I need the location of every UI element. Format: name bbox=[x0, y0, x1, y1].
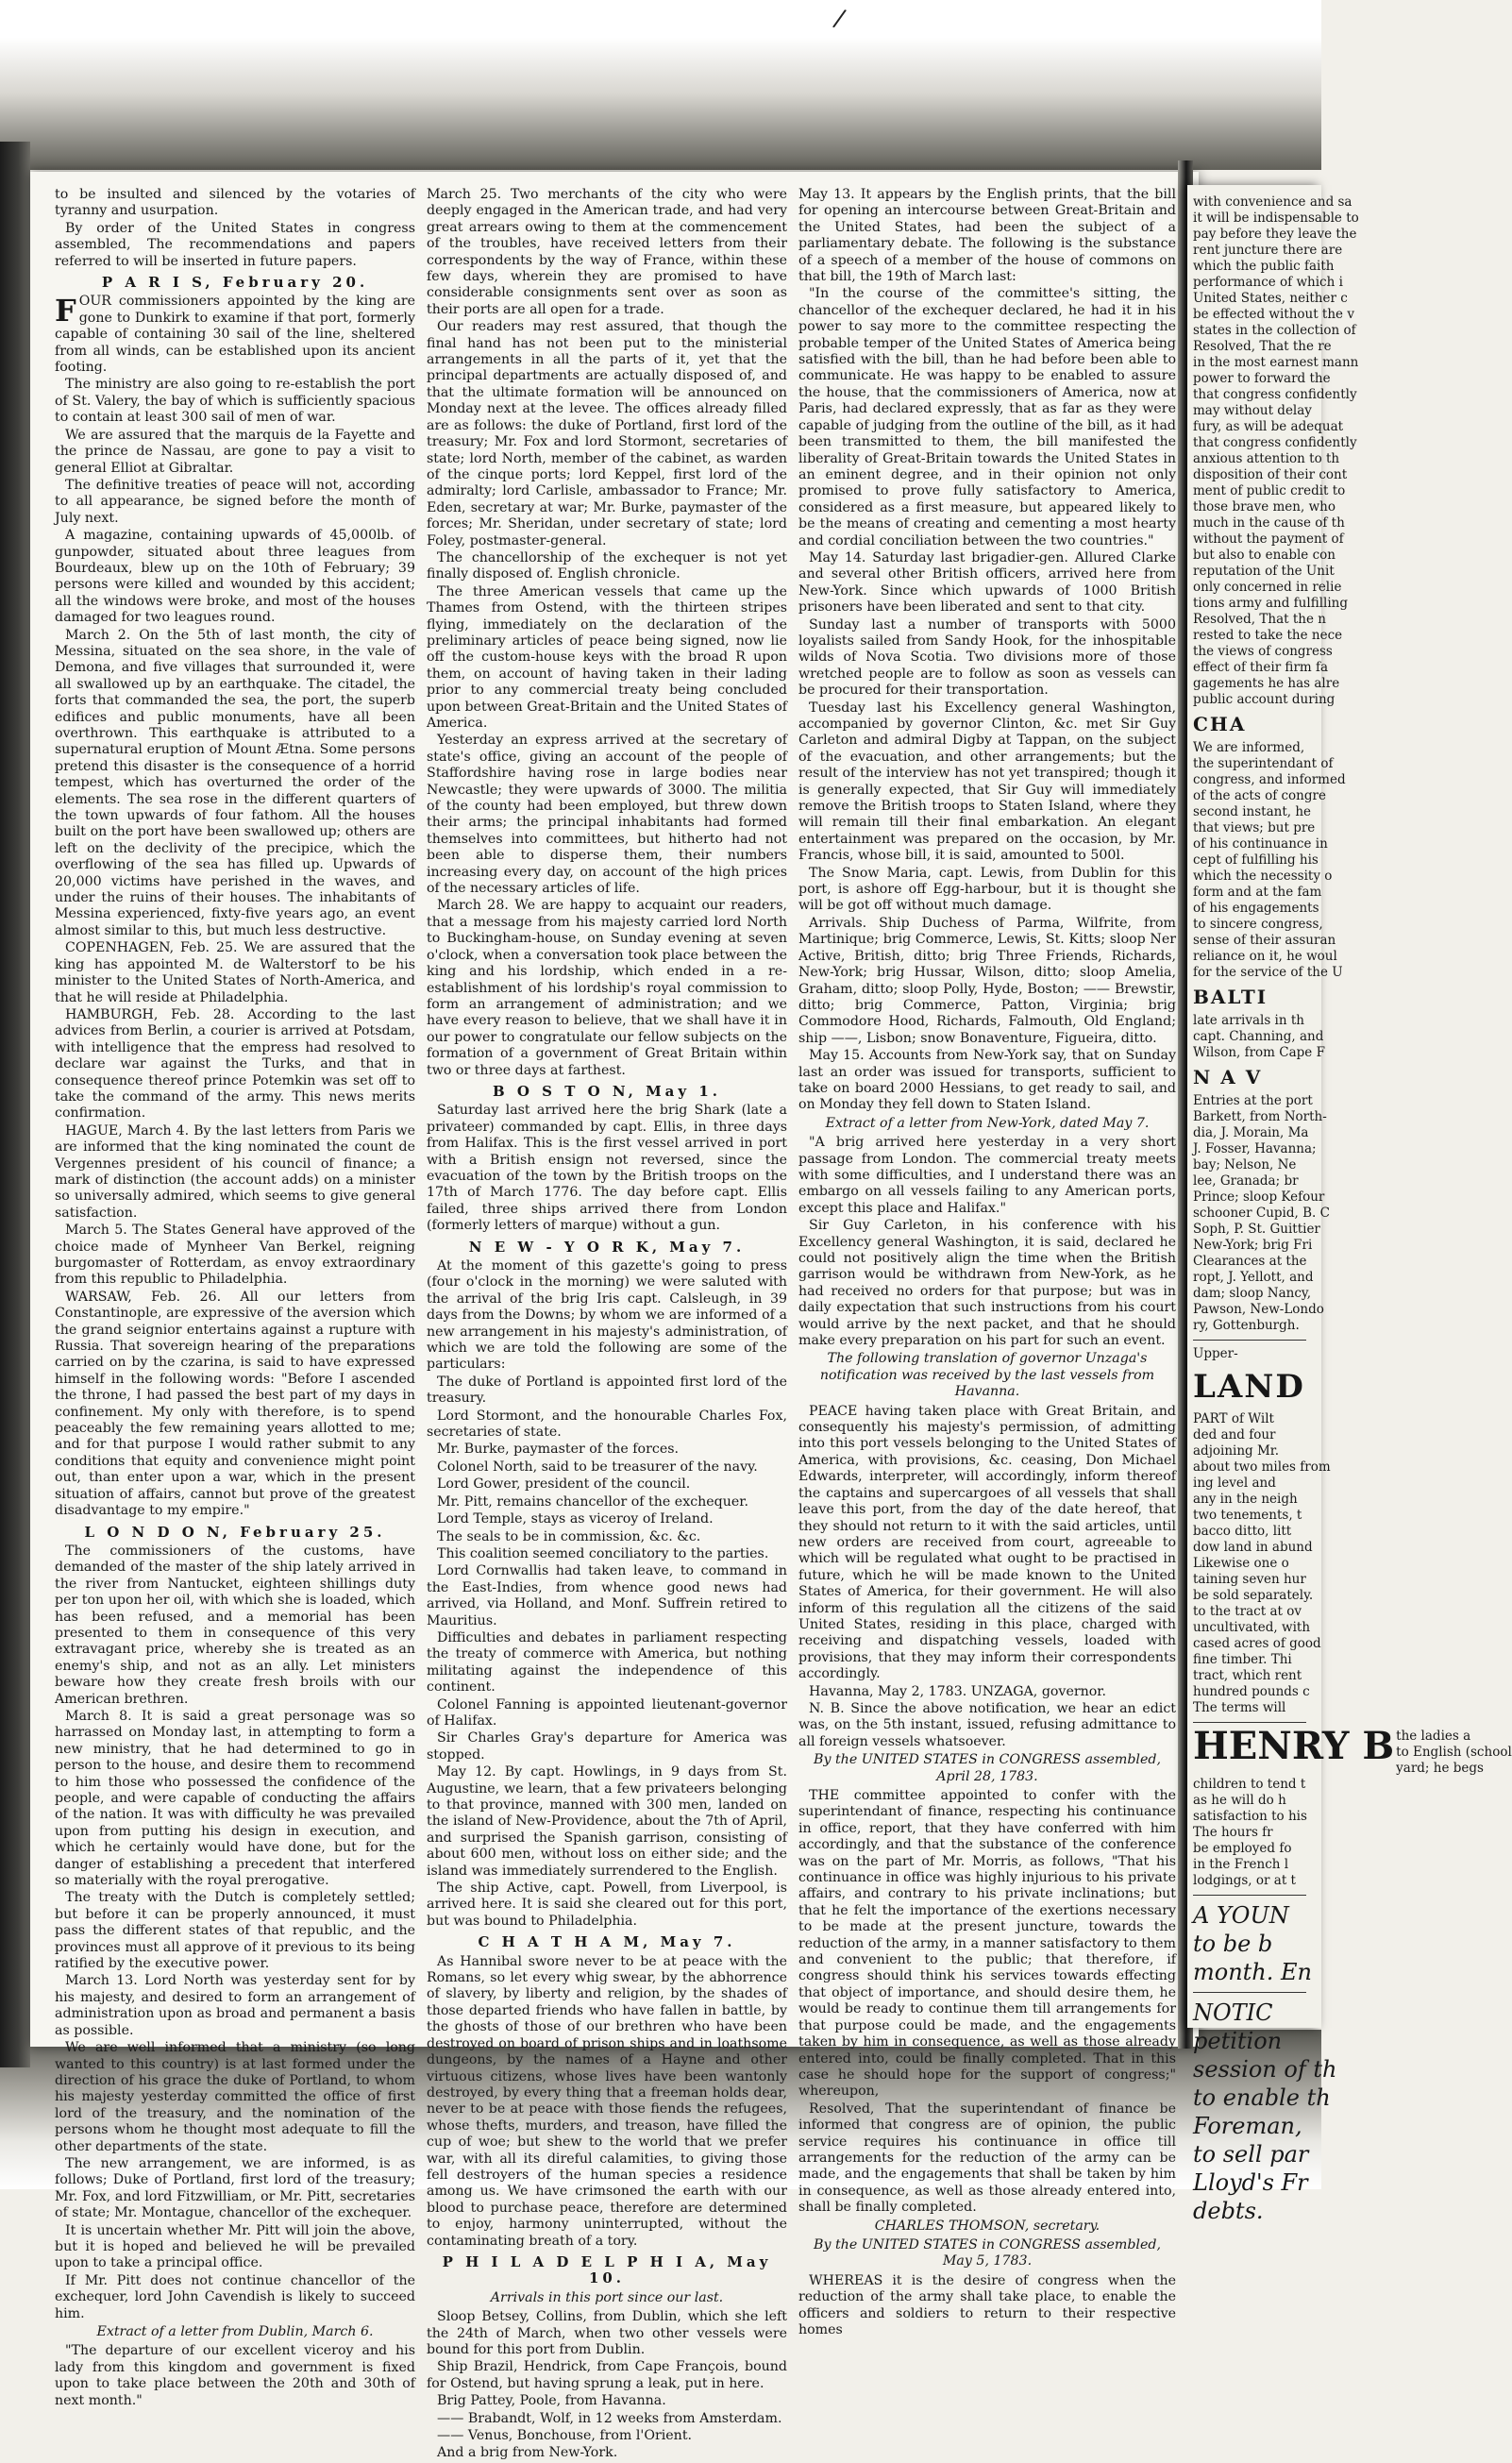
dateline-heading: L O N D O N, February 25. bbox=[84, 1523, 386, 1541]
article-paragraph: The definitive treaties of peace will not, according to all appearance, be signed before the month of July next. bbox=[55, 477, 415, 526]
pencil-margin-mark: / bbox=[831, 4, 848, 34]
cropped-line: to sincere congress, bbox=[1193, 917, 1323, 932]
cropped-line: to enable th bbox=[1193, 2084, 1331, 2111]
article-paragraph: Havanna, May 2, 1783. UNZAGA, governor. bbox=[809, 1683, 1107, 1699]
cropped-line: only concerned in relie bbox=[1193, 580, 1342, 595]
book-spine-left bbox=[0, 142, 30, 2067]
cropped-line: Prince; sloop Kefour bbox=[1193, 1189, 1325, 1205]
sub-heading: CHARLES THOMSON, secretary. bbox=[874, 2218, 1100, 2234]
cropped-line: in the most earnest mann bbox=[1193, 355, 1359, 370]
next-page-edge bbox=[1187, 185, 1512, 2224]
article-paragraph: The chancellorship of the exchequer is not yet finally disposed of. English chronicle. bbox=[427, 549, 787, 582]
article-paragraph: March 28. We are happy to acquaint our readers, that a message from his majesty carried lord North to Buckingham-house, on Sunday evening at seven o'clock, when a conversation took place between the king and his lordship, which ended in a re-establishment of his lordship's royal commission to form an arrangement of administration; and we have every reason to believe, that we shall have it in our power to congratulate our fellow subjects on the formation of a government of Great Britain within two or three days at farthest. bbox=[427, 898, 787, 1078]
cropped-line: without the payment of bbox=[1193, 531, 1344, 547]
cropped-line: cept of fulfilling his bbox=[1193, 852, 1319, 868]
cropped-line: any in the neigh bbox=[1193, 1492, 1298, 1507]
newspaper-page bbox=[30, 172, 1199, 2461]
cropped-line: LAND bbox=[1193, 1368, 1305, 1406]
cropped-line: that views; but pre bbox=[1193, 820, 1316, 835]
article-paragraph: —— Brabandt, Wolf, in 12 weeks from Amsterdam. bbox=[437, 2410, 782, 2426]
cropped-line: the superintendant of bbox=[1193, 756, 1334, 771]
column-rule bbox=[1193, 1722, 1306, 1723]
article-paragraph: N. B. Since the above notification, we hear an edict was, on the 5th instant, issued, refusing admittance to all foreign vessels whatsoever. bbox=[798, 1700, 1176, 1749]
cropped-line: bay; Nelson, Ne bbox=[1193, 1157, 1297, 1172]
cropped-line: adjoining Mr. bbox=[1193, 1443, 1280, 1459]
drop-cap: F bbox=[55, 293, 76, 329]
cropped-line: Pawson, New-Londo bbox=[1193, 1302, 1324, 1317]
article-paragraph: Saturday last arrived here the brig Shark (late a privateer) commanded by capt. Ellis, in three days from Halifax. This is the first vessel arrived in port with a British ensign not reversed, since the evacuation of the town by the British troops on the 17th of March 1776. The day before capt. Ellis failed, three ships arrived there from London (formerly letters of marque) without a gun. bbox=[427, 1103, 787, 1234]
sub-heading: Extract of a letter from New-York, dated May 7. bbox=[825, 1115, 1150, 1131]
article-paragraph: Colonel Fanning is appointed lieutenant-governor of Halifax. bbox=[427, 1696, 787, 1729]
cropped-line: We are informed, bbox=[1193, 740, 1305, 755]
cropped-line: BALTI bbox=[1193, 986, 1268, 1008]
article-paragraph: Lord Cornwallis had taken leave, to command in the East-Indies, from whence good news had arrived, via Holland, and Monf. Suffrein retired to Mauritius. bbox=[427, 1563, 787, 1628]
article-paragraph: By order of the United States in congress assembled, The recommendations and papers referred to will be inserted in future papers. bbox=[55, 220, 415, 269]
cropped-line: uncultivated, with bbox=[1193, 1620, 1311, 1635]
article-paragraph: Arrivals. Ship Duchess of Parma, Wilfrite, from Martinique; brig Commerce, Lewis, St. Kitts; sloop Ner Active, British, ditto; brig Three Friends, Richards, New-York; brig Hussar, Wilson, ditto; sloop Amelia, Graham, ditto; sloop Polly, Hyde, Boston; —— Brewstir, ditto; brig Commerce, Patton, Virginia; brig Commodore Hood, Richards, Falmouth, Old England; ship ——, Lisbon; snow Bonaventure, Figueira, ditto. bbox=[798, 915, 1176, 1046]
article-paragraph: The ministry are also going to re-establish the port of St. Valery, the bay of which is sufficiently spacious to contain at least 300 sail of men of war. bbox=[55, 377, 415, 426]
article-paragraph: As Hannibal swore never to be at peace with the Romans, so let every whig swear, by the abhorrence of slavery, by liberty and religion, by the shades of those departed friends who have fallen in battle, by the ghosts of those of our brethren who have been destroyed on board of prison ships and in loathsome dungeons, by the names of a Hayne and other virtuous citizens, whose lives have been wantonly destroyed, by every thing that a freeman holds dear, never to be at peace with those fiends the refugees, whose thefts, murders, and treason, have filled the cup of woe; but shew to the world that we prefer war, with all its direful calamities, to giving those fell destroyers of the human species a residence among us. We have crimsoned the earth with our blood to purchase peace, therefore are determined to enjoy, harmony uninterrupted, without the contaminating breath of a tory. bbox=[427, 1953, 787, 2249]
cropped-line: lee, Granada; br bbox=[1193, 1173, 1299, 1189]
cropped-line: New-York; brig Fri bbox=[1193, 1238, 1313, 1253]
dateline-heading: P A R I S, February 20. bbox=[101, 274, 369, 292]
article-paragraph: The Snow Maria, capt. Lewis, from Dublin for this port, is ashore off Egg-harbour, but it is thought she will be got off without much damage. bbox=[798, 865, 1176, 914]
cropped-line: J. Fosser, Havanna; bbox=[1193, 1141, 1317, 1156]
article-paragraph: The three American vessels that came up the Thames from Ostend, with the thirteen stripes flying, immediately on the declaration of the preliminary articles of peace being signed, now lie off the custom-house keys with the broad R upon them, on account of having taken in their lading prior to any commercial treaty being concluded upon between Great-Britain and the United States of America. bbox=[427, 583, 787, 731]
cropped-line: which the necessity o bbox=[1193, 869, 1333, 884]
cropped-line: lodgings, or at t bbox=[1193, 1873, 1296, 1888]
cropped-line: disposition of their cont bbox=[1193, 467, 1348, 482]
cropped-line: to English (school bbox=[1396, 1745, 1512, 1760]
article-paragraph: At the moment of this gazette's going to press (four o'clock in the morning) we were saluted with the arrival of the brig Iris capt. Calsleugh, in 39 days from the Downs; by whom we are informed of a new arrangement in his majesty's administration, of which we are told the following are some of the particulars: bbox=[427, 1258, 787, 1373]
article-paragraph: May 12. By capt. Howlings, in 9 days from St. Augustine, we learn, that a few privateers belonging to that province, manned with 300 men, landed on the island of New-Providence, about the 7th of April, and surprised the Spanish garrison, consisting of about 600 men, without loss on either side; and the island was immediately surrendered to the English. bbox=[427, 1764, 787, 1879]
cropped-line: public account during bbox=[1193, 692, 1336, 707]
column-3 bbox=[798, 187, 1176, 2339]
sub-heading: By the UNITED STATES in CONGRESS assembled, April 28, 1783. bbox=[814, 1752, 1161, 1784]
article-paragraph: Lord Stormont, and the honourable Charles Fox, secretaries of state. bbox=[427, 1408, 787, 1441]
cropped-line: Likewise one o bbox=[1193, 1556, 1289, 1571]
article-paragraph: PEACE having taken place with Great Britain, and consequently his majesty's permission, of admitting into this port vessels belonging to the United States of America, with provisions, &c. ceasing, Don Michael Edwards, interpreter, will accordingly, inform thereof the captains and supercargoes of all vessels that shall leave this port, from the day of the date hereof, that they should not return to it with the said articles, until new orders are received from court, agreeable to which will be regulated what ought to be practised in future, which he will be made known to the United States of America, for their government. He will also inform of this regulation all the citizens of the said United States, residing in this place, charged with receiving and dispatching vessels, loaded with provisions, that they may inform their correspondents accordingly. bbox=[798, 1403, 1176, 1682]
cropped-line: late arrivals in th bbox=[1193, 1013, 1304, 1028]
article-paragraph: May 13. It appears by the English prints, that the bill for opening an intercourse between Great-Britain and the United States, had been the subject of a parliamentary debate. The following is the substance of a speech of a member of the house of commons on that bill, the 19th of March last: bbox=[798, 187, 1176, 285]
article-paragraph: HAGUE, March 4. By the last letters from Paris we are informed that the king nominated the count de Vergennes president of his council of finance; a mark of distinction (the account adds) on a minister so universally admired, which seems to give general satisfaction. bbox=[55, 1122, 415, 1221]
cropped-line: about two miles from bbox=[1193, 1459, 1331, 1475]
cropped-line: of his continuance in bbox=[1193, 836, 1328, 852]
article-paragraph: Tuesday last his Excellency general Washington, accompanied by governor Clinton, &c. met Sir Guy Carleton and admiral Digby at Tappan, on the subject of the evacuation, and other arrangements; but the result of the interview has not yet transpired; though it is generally expected, that Sir Guy will immediately remove the British troops to Staten Island, where they will remain till their final embarkation. An elegant entertainment was prepared on the occasion, by Mr. Francis, whose bill, it is said, amounted to 500l. bbox=[798, 700, 1176, 864]
article-paragraph: WHEREAS it is the desire of congress when the reduction of the army shall take place, to enable the officers and soldiers to return to their respective homes bbox=[798, 2272, 1176, 2337]
cropped-line: Soph, P. St. Guittier bbox=[1193, 1222, 1320, 1237]
cropped-line: dia, J. Morain, Ma bbox=[1193, 1125, 1309, 1140]
cropped-line: hundred pounds c bbox=[1193, 1684, 1310, 1699]
cropped-line: children to tend t bbox=[1193, 1777, 1306, 1792]
cropped-line: The terms will bbox=[1193, 1700, 1286, 1715]
article-paragraph: March 13. Lord North was yesterday sent for by his majesty, and desired to form an arrangement of administration upon as broad and permanent a basis as possible. bbox=[55, 1973, 415, 2038]
article-paragraph: The seals to be in commission, &c. &c. bbox=[437, 1528, 701, 1544]
article-paragraph: Difficulties and debates in parliament respecting the treaty of commerce with America, but nothing militating against the independence of this continent. bbox=[427, 1629, 787, 1695]
cropped-line: N A V bbox=[1193, 1066, 1263, 1088]
cropped-line: that congress confidently bbox=[1193, 387, 1357, 402]
cropped-line: United States, neither c bbox=[1193, 291, 1348, 306]
article-paragraph: March 8. It is said a great personage was so harrassed on Monday last, in attempting to form a new ministry, that he had determined to go in person to the house, and desire them to recommend to him those who possessed the confidence of the people, and were capable of conducting the affairs of the nation. It was with difficulty he was prevailed upon from putting his design in execution, and which he certainly would have done, but for the danger of establishing a precedent that interfered so materially with the royal prerogative. bbox=[55, 1708, 415, 1889]
cropped-line: the ladies a bbox=[1396, 1729, 1471, 1744]
cropped-line: which the public faith bbox=[1193, 259, 1335, 274]
cropped-line: Resolved, That the n bbox=[1193, 612, 1326, 627]
article-paragraph: Lord Gower, president of the council. bbox=[437, 1476, 691, 1493]
article-paragraph: And a brig from New-York. bbox=[437, 2445, 618, 2461]
article-paragraph: Sir Guy Carleton, in his conference with his Excellency general Washington, it is said, declared he could not positively align the time when the British garrison would be withdrawn from New-York, as he had received no orders for that purpose; but was in daily expectation that such instructions from his court would arrive by the next packet, and that he should make every preparation on his part for such an event. bbox=[798, 1218, 1176, 1349]
article-paragraph: to be insulted and silenced by the votaries of tyranny and usurpation. bbox=[55, 187, 415, 219]
article-paragraph: Mr. Pitt, remains chancellor of the exchequer. bbox=[437, 1493, 749, 1510]
cropped-line: dam; sloop Nancy, bbox=[1193, 1286, 1312, 1301]
cropped-line: schooner Cupid, B. C bbox=[1193, 1206, 1330, 1221]
cropped-line: reputation of the Unit bbox=[1193, 564, 1335, 579]
cropped-line: be effected without the v bbox=[1193, 307, 1354, 322]
article-paragraph: Sir Charles Gray's departure for America was stopped. bbox=[427, 1730, 787, 1763]
cropped-line: two tenements, t bbox=[1193, 1508, 1302, 1523]
article-paragraph: We are assured that the marquis de la Fayette and the prince de Nassau, are gone to pay a visit to general Elliot at Gibraltar. bbox=[55, 427, 415, 476]
cropped-line: month. En bbox=[1193, 1959, 1312, 1985]
cropped-line: Wilson, from Cape F bbox=[1193, 1045, 1325, 1060]
cropped-line: A YOUN bbox=[1193, 1902, 1289, 1929]
article-paragraph: HAMBURGH, Feb. 28. According to the last advices from Berlin, a courier is arrived at Potsdam, with intelligence that the empress had resolved to declare war against the Turks, and that in consequence thereof prince Potemkin was set off to take the command of the army. This news merits confirmation. bbox=[55, 1006, 415, 1122]
sub-heading: Extract of a letter from Dublin, March 6. bbox=[96, 2324, 374, 2339]
article-paragraph: Sloop Betsey, Collins, from Dublin, which she left the 24th of March, when two other vessels were bound for this port from Dublin. bbox=[427, 2309, 787, 2357]
cropped-line: the views of congress bbox=[1193, 644, 1333, 659]
cropped-line: capt. Channing, and bbox=[1193, 1029, 1324, 1044]
cropped-line: to the tract at ov bbox=[1193, 1604, 1302, 1619]
article-paragraph: The duke of Portland is appointed first lord of the treasury. bbox=[427, 1374, 787, 1407]
cropped-line: sense of their assuran bbox=[1193, 933, 1336, 948]
cropped-line: in the French l bbox=[1193, 1857, 1289, 1872]
article-paragraph: COPENHAGEN, Feb. 25. We are assured that the king has appointed M. de Walterstorf to be his minister to the United States of North-America, and that he will reside at Philadelphia. bbox=[55, 940, 415, 1005]
article-paragraph: —— Venus, Bonchouse, from l'Orient. bbox=[437, 2428, 693, 2444]
scan-background-top bbox=[0, 0, 1321, 170]
cropped-line: be sold separately. bbox=[1193, 1588, 1314, 1603]
cropped-line: it will be indispensable to bbox=[1193, 211, 1359, 226]
article-paragraph: The ship Active, capt. Powell, from Liverpool, is arrived here. It is said she cleared out for this port, but was bound to Philadelphia. bbox=[427, 1881, 787, 1929]
sub-heading: Arrivals in this port since our last. bbox=[490, 2289, 724, 2305]
cropped-line: Foreman, bbox=[1193, 2113, 1302, 2139]
column-1 bbox=[55, 187, 415, 2410]
article-paragraph: It is uncertain whether Mr. Pitt will join the above, but it is hoped and believed he will be prevailed upon to take a principal office. bbox=[55, 2222, 415, 2271]
cropped-line: ry, Gottenburgh. bbox=[1193, 1318, 1300, 1333]
article-paragraph: Lord Temple, stays as viceroy of Ireland. bbox=[437, 1511, 714, 1527]
article-paragraph: A magazine, containing upwards of 45,000lb. of gunpowder, situated about three leagues from Bourdeaux, blew up on the 10th of February; 39 persons were killed and wounded by this accident; all the windows were broke, and most of the houses damaged for two leagues round. bbox=[55, 528, 415, 626]
cropped-line: reliance on it, he woul bbox=[1193, 949, 1337, 964]
dateline-heading: P H I L A D E L P H I A, May 10. bbox=[442, 2252, 772, 2287]
cropped-line: Clearances at the bbox=[1193, 1254, 1307, 1269]
article-paragraph: This coalition seemed conciliatory to the parties. bbox=[437, 1545, 769, 1561]
sub-heading: The following translation of governor Unzaga's notification was received by the last vessels from Havanna. bbox=[819, 1351, 1155, 1400]
next-page-column bbox=[1193, 194, 1512, 2225]
article-paragraph bbox=[55, 294, 415, 376]
cropped-line: much in the cause of th bbox=[1193, 515, 1345, 531]
cropped-line: rent juncture there are bbox=[1193, 243, 1343, 258]
cropped-line: PART of Wilt bbox=[1193, 1411, 1274, 1426]
cropped-line: ded and four bbox=[1193, 1427, 1276, 1442]
article-paragraph: March 25. Two merchants of the city who were deeply engaged in the American trade, and had very great arrears owing to them at the commencement of the troubles, have received letters from their correspondents by the way of France, within these few days, wherein they are promised to have considerable consignments sent over as soon as their ports are all open for a trade. bbox=[427, 187, 787, 317]
cropped-line: debts. bbox=[1193, 2198, 1264, 2224]
article-paragraph: March 5. The States General have approved of the choice made of Mynheer Van Berkel, reigning burgomaster of Rotterdam, as envoy extraordinary from this republic to Philadelphia. bbox=[55, 1223, 415, 1288]
article-paragraph: "A brig arrived here yesterday in a very short passage from London. The commercial treaty meets with some difficulties, and I understand there was an embargo on all vessels failing to any American ports, except this place and Halifax." bbox=[798, 1135, 1176, 1216]
article-paragraph: Resolved, That the superintendant of finance be informed that congress are of opinion, the public service requires his continuance in office till arrangements for the reduction of the army can be made, and the engagements that shall be taken by him in consequence, as well as those already entered into, shall be finally completed. bbox=[798, 2100, 1176, 2216]
cropped-line: Entries at the port bbox=[1193, 1093, 1313, 1108]
cropped-line: effect of their firm fa bbox=[1193, 660, 1329, 675]
article-paragraph: "In the course of the committee's sitting, the chancellor of the exchequer declared, he had it in his power to say more to the committee respecting the probable temper of the United States of America being satisfied with the bill, than he had before been able to communicate. He was happy to be enabled to assure the house, that the commissioners of America, now at Paris, had declared expressly, that as far as they were capable of judging from the outline of the bill, as it had been transmitted to them, the bill manifested the liberality of Great-Britain towards the United States in an eminent degree, and in their opinion not only promised to prove fully satisfactory to America, considered as a first measure, but appeared likely to be the means of creating and cementing a most hearty and cordial conciliation between the two countries." bbox=[798, 286, 1176, 548]
article-paragraph: If Mr. Pitt does not continue chancellor of the exchequer, lord John Cavendish is likely to succeed him. bbox=[55, 2272, 415, 2321]
dateline-heading: N E W - Y O R K, May 7. bbox=[468, 1238, 746, 1256]
cropped-line: to sell par bbox=[1193, 2141, 1309, 2168]
cropped-line: Resolved, That the re bbox=[1193, 339, 1332, 354]
cropped-line: Lloyd's Fr bbox=[1193, 2169, 1308, 2196]
article-paragraph: Brig Pattey, Poole, from Havanna. bbox=[437, 2393, 666, 2409]
article-paragraph: WARSAW, Feb. 26. All our letters from Constantinople, are expressive of the aversion which the grand seignior entertains against a rupture with Russia. That sovereign hearing of the preparations carried on by the czarina, is said to have expressed himself in the following words: "Before I ascended the throne, I had passed the best part of my days in confinement. My only with therefore, is to spend peaceably the few remaining years allotted to me; and for that purpose I would rather submit to any conditions that equity and convenience might point out, than enter upon a war, which in the present situation of affairs, cannot but prove of the greatest disadvantage to my empire." bbox=[55, 1289, 415, 1519]
cropped-line: pay before they leave the bbox=[1193, 227, 1357, 242]
cropped-line: but also to enable con bbox=[1193, 548, 1336, 563]
cropped-line: with convenience and sa bbox=[1193, 194, 1352, 210]
article-paragraph: "The departure of our excellent viceroy and his lady from this kingdom and government is fixed upon to take place between the 20th and 30th of next month." bbox=[55, 2343, 415, 2408]
cropped-line: The hours fr bbox=[1193, 1825, 1273, 1840]
cropped-line: tions army and fulfilling bbox=[1193, 596, 1348, 611]
cropped-line: gagements he has alre bbox=[1193, 676, 1340, 691]
cropped-line: HENRY B bbox=[1193, 1724, 1395, 1768]
cropped-line: Upper- bbox=[1193, 1346, 1238, 1361]
cropped-line: rested to take the nece bbox=[1193, 628, 1343, 643]
cropped-line: fury, as will be adequat bbox=[1193, 419, 1344, 434]
cropped-line: Barkett, from North- bbox=[1193, 1109, 1327, 1124]
article-paragraph: The commissioners of the customs, have demanded of the master of the ship lately arrived in the river from Nantucket, eighteen shillings duty per ton upon her oil, with which she is loaded, which has been refused, and a memorial has been presented to them in consequence of this very extravagant price, whereby she is treated as an enemy's ship, and not as an ally. Let ministers beware how they create fresh broils with our American brethren. bbox=[55, 1543, 415, 1707]
cropped-line: NOTIC bbox=[1193, 1999, 1273, 2026]
column-rule bbox=[1193, 1895, 1306, 1896]
cropped-line: for the service of the U bbox=[1193, 965, 1343, 980]
cropped-line: ing level and bbox=[1193, 1476, 1276, 1491]
article-paragraph: Yesterday an express arrived at the secretary of state's office, giving an account of the people of Staffordshire having rose in large bodies near Newcastle; they were upwards of 3000. The militia of the county had been employed, but threw down their arms; the principal inhabitants had formed themselves into committees, but hitherto had not been able to disperse them, their numbers increasing every day, on account of the high prices of the necessary articles of life. bbox=[427, 733, 787, 897]
cropped-line: CHA bbox=[1193, 713, 1247, 735]
cropped-line: congress, and informed bbox=[1193, 772, 1346, 787]
cropped-line: dow land in abund bbox=[1193, 1540, 1313, 1555]
cropped-line: as he will do h bbox=[1193, 1793, 1286, 1808]
article-paragraph: Ship Brazil, Hendrick, from Cape François, bound for Ostend, but having sprung a leak, put in here. bbox=[427, 2359, 787, 2391]
cropped-line: cased acres of good bbox=[1193, 1636, 1321, 1651]
cropped-line: that congress confidently bbox=[1193, 435, 1357, 450]
cropped-line: of his engagements bbox=[1193, 901, 1319, 916]
column-2 bbox=[427, 187, 787, 2463]
article-paragraph: We are well informed that a ministry (so long wanted to this country) is at last formed under the direction of his grace the duke of Portland, to whom his majesty yesterday committed the office of first lord of the treasury, and the nomination of the persons whom he thought most adequate to fill the other departments of the state. bbox=[55, 2040, 415, 2154]
cropped-line: bacco ditto, litt bbox=[1193, 1524, 1292, 1539]
cropped-line: petition bbox=[1193, 2028, 1283, 2054]
article-paragraph: May 14. Saturday last brigadier-gen. Allured Clarke and several other British officers, arrived here from New-York. Since which upwards of 1000 British prisoners have been liberated and sent to that city. bbox=[798, 549, 1176, 616]
article-paragraph: Sunday last a number of transports with 5000 loyalists sailed from Sandy Hook, for the inhospitable wilds of Nova Scotia. Two divisions more of those wretched people are to follow as soon as vessels can be procured for their transportation. bbox=[798, 616, 1176, 699]
cropped-line: of the acts of congre bbox=[1193, 788, 1326, 803]
article-paragraph: Mr. Burke, paymaster of the forces. bbox=[437, 1442, 680, 1458]
cropped-line: anxious attention to th bbox=[1193, 451, 1340, 466]
cropped-line: be employed fo bbox=[1193, 1841, 1292, 1856]
column-rule bbox=[1193, 1992, 1306, 1993]
cropped-line: taining seven hur bbox=[1193, 1572, 1306, 1587]
article-paragraph: May 15. Accounts from New-York say, that on Sunday last an order was issued for transports, sufficient to take on board 2000 Hessians, to get ready to sail, and on Monday they fell down to Staten Island. bbox=[798, 1048, 1176, 1113]
dateline-heading: B O S T O N, May 1. bbox=[492, 1082, 722, 1100]
cropped-line: tract, which rent bbox=[1193, 1668, 1302, 1683]
cropped-line: those brave men, who bbox=[1193, 499, 1336, 515]
cropped-line: performance of which i bbox=[1193, 275, 1343, 290]
cropped-line: power to forward the bbox=[1193, 371, 1331, 386]
article-paragraph: THE committee appointed to confer with the superintendant of finance, respecting his continuance in office, report, that they have conferred with him accordingly, and that the substance of the conference was on the part of Mr. Morris, as follows, "That his continuance in office was highly injurious to his private affairs, and contrary to his private inclinations; but that he felt the importance of the exertions necessary to be made at the present juncture, towards the reduction of the army, in a manner satisfactory to them and convenient to the public; that therefore, if congress should think his services towards effecting that object of importance, and should desire them, he would be ready to continue them till arrangements for that purpose could be made, and the engagements taken by him in consequence, as well as those already entered into, could be finally completed. That in this case he should hope for the support of congress;" whereupon, bbox=[798, 1788, 1176, 2100]
cropped-line: ment of public credit to bbox=[1193, 483, 1346, 498]
cropped-line: may without delay bbox=[1193, 403, 1312, 418]
cropped-line: ropt, J. Yellott, and bbox=[1193, 1270, 1314, 1285]
article-paragraph: March 2. On the 5th of last month, the city of Messina, situated on the sea shore, in the vale of Demona, and five villages that surrounded it, were all swallowed up by an earthquake. The citadel, the forts that commanded the sea, the port, the superb edifices and public monuments, have all been overthrown. This earthquake is attributed to a supernatural eruption of Mount Ætna. Some persons pretend this disaster is the consequence of a horrid tempest, which has overturned the order of the elements. The sea rose in the different quarters of the town upwards of four fathom. All the houses built on the port have been swallowed up; others are left on the declivity of the precipice, which the overflowing of the sea has filled up. Upwards of 20,000 victims have perished in the waves, and under the ruins of their houses. The inhabitants of Messina experienced, fixty-five years ago, an event almost similar to this, but much less destructive. bbox=[55, 627, 415, 938]
sub-heading: By the UNITED STATES in CONGRESS assembled, May 5, 1783. bbox=[814, 2236, 1161, 2269]
article-paragraph: The treaty with the Dutch is completely settled; but before it can be properly announced, it must pass the different states of that republic, and the provinces must all approve of it previous to its being ratified by the executive power. bbox=[55, 1890, 415, 1972]
cropped-line: form and at the fam bbox=[1193, 885, 1322, 900]
cropped-line: to be b bbox=[1193, 1931, 1273, 1957]
column-rule bbox=[1193, 1340, 1306, 1341]
article-paragraph: The new arrangement, we are informed, is as follows; Duke of Portland, first lord of the treasury; Mr. Fox, and lord Fitzwilliam, or Mr. Pitt, secretaries of state; Mr. Montague, chancellor of the exchequer. bbox=[55, 2155, 415, 2221]
cropped-line: satisfaction to his bbox=[1193, 1809, 1307, 1824]
cropped-line: fine timber. Thi bbox=[1193, 1652, 1292, 1667]
cropped-line: states in the collection of bbox=[1193, 323, 1356, 338]
cropped-line: second instant, he bbox=[1193, 804, 1312, 819]
cropped-line: yard; he begs bbox=[1396, 1761, 1484, 1776]
article-paragraph: Colonel North, said to be treasurer of the navy. bbox=[437, 1459, 758, 1475]
cropped-line: session of th bbox=[1193, 2056, 1337, 2083]
article-paragraph: Our readers may rest assured, that though the final hand has not been put to the ministerial arrangements in all the parts of it, yet that the principal departments are actually disposed of, and that the ultimate formation will be announced on Monday next at the levee. The offices already filled are as follows: the duke of Portland, first lord of the treasury; Mr. Fox and lord Stormont, secretaries of state; lord North, member of the cabinet, as warden of the cinque ports; lord Keppel, first lord of the admiralty; lord Carlisle, ambassador to France; Mr. Eden, secretary at war; Mr. Burke, paymaster of the forces; Mr. Sheridan, under secretary of state; lord Foley, postmaster-general. bbox=[427, 319, 787, 548]
article-text: OUR commissioners appointed by the king are gone to Dunkirk to examine if that port, formerly capable of containing 30 sail of the line, sheltered from all winds, can be established upon its ancient footing. bbox=[55, 294, 415, 376]
dateline-heading: C H A T H A M, May 7. bbox=[478, 1933, 736, 1951]
